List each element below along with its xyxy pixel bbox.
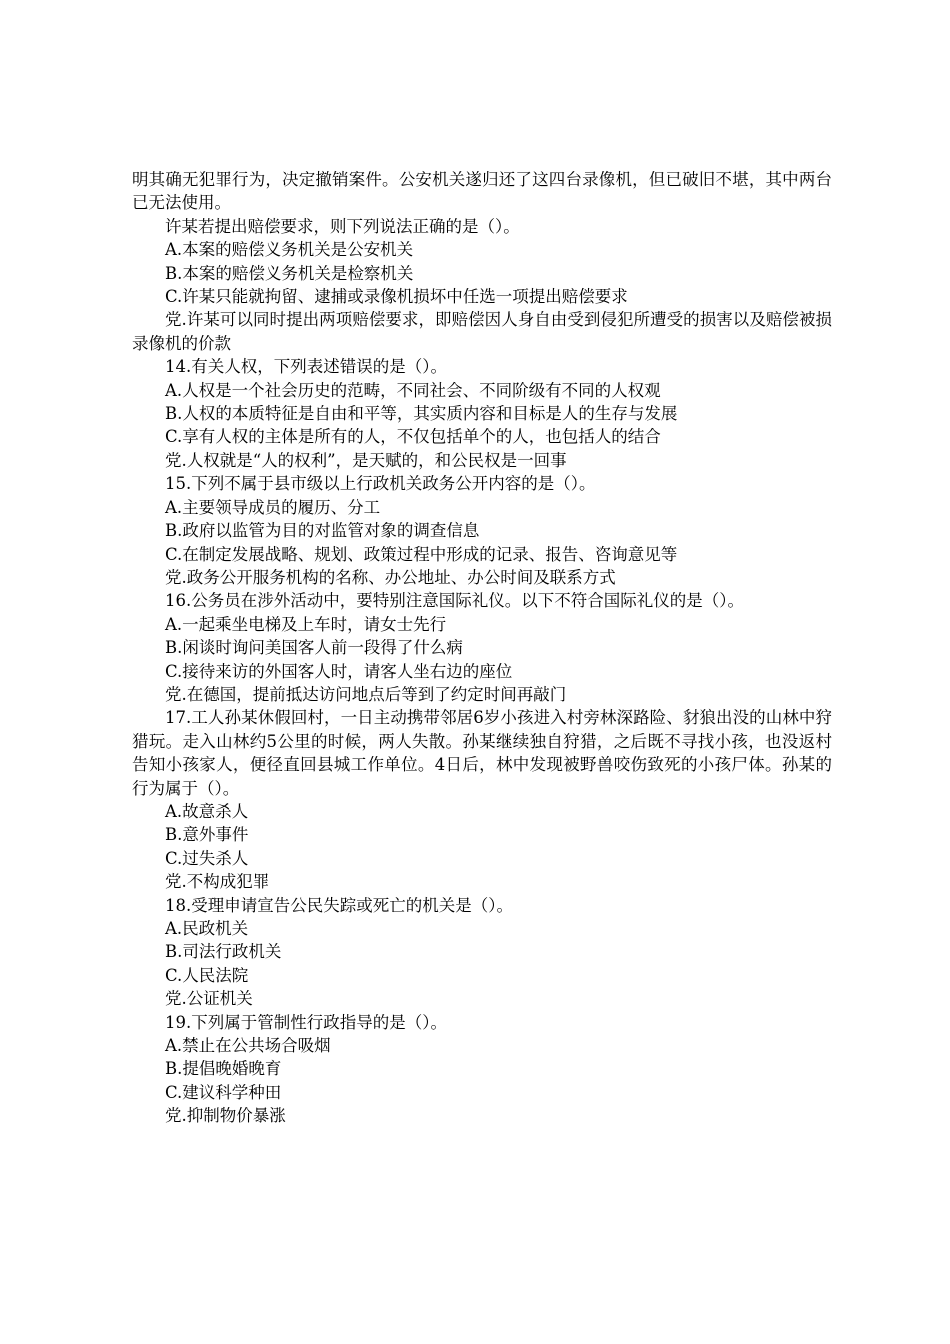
question-17-option-b: B.意外事件 (165, 825, 249, 845)
question-13-option-b: B.本案的赔偿义务机关是检察机关 (165, 263, 414, 283)
question-19-option-a: A.禁止在公共场合吸烟 (165, 1036, 331, 1056)
question-18-option-c: C.人民法院 (165, 965, 249, 985)
question-14-option-a: A.人权是一个社会历史的范畴，不同社会、不同阶级有不同的人权观 (165, 380, 661, 400)
question-14-option-c: C.享有人权的主体是所有的人，不仅包括单个的人，也包括人的结合 (165, 427, 661, 447)
question-15-option-b: B.政府以监管为目的对监管对象的调查信息 (165, 521, 480, 541)
question-14-option-d: 党.人权就是“人的权利”，是天赋的，和公民权是一回事 (165, 450, 567, 470)
question-15-stem: 15.下列不属于县市级以上行政机关政务公开内容的是（）。 (165, 474, 596, 494)
question-17-option-d: 党.不构成犯罪 (165, 872, 270, 892)
question-18-option-a: A.民政机关 (165, 919, 249, 938)
question-16-option-d: 党.在德国，提前抵达访问地点后等到了约定时间再敲门 (165, 684, 567, 704)
question-16-option-b: B.闲谈时询问美国客人前一段得了什么病 (165, 638, 463, 658)
question-18-option-b: B.司法行政机关 (165, 942, 282, 962)
question-18-option-d: 党.公证机关 (165, 989, 253, 1009)
question-16-option-a: A.一起乘坐电梯及上车时，请女士先行 (165, 614, 447, 634)
question-13-stem: 许某若提出赔偿要求，则下列说法正确的是（）。 (165, 216, 520, 236)
question-17-stem: 17.工人孙某休假回村，一日主动携带邻居6岁小孩进入村旁林深路险、豺狼出没的山林中狩猎玩。走入山林约5公里的时候，两人失散。孙某继续独自狩猎，之后既不寻找小孩，也没返村告知小孩家人，便径直回县城工作单位。4日后，林中发现被野兽咬伤致死的小孩尸体。孙某的行为属于（）。 (132, 708, 832, 798)
question-14-option-b: B.人权的本质特征是自由和平等，其实质内容和目标是人的生存与发展 (165, 404, 678, 424)
question-19-option-b: B.提倡晚婚晚育 (165, 1059, 282, 1079)
question-17-option-c: C.过失杀人 (165, 848, 249, 868)
question-17-option-a: A.故意杀人 (165, 801, 249, 821)
question-13-option-a: A.本案的赔偿义务机关是公安机关 (165, 240, 414, 260)
question-19-stem: 19.下列属于管制性行政指导的是（）。 (165, 1012, 447, 1032)
question-13-option-c: C.许某只能就拘留、逮捕或录像机损坏中任选一项提出赔偿要求 (165, 287, 628, 307)
question-15-option-c: C.在制定发展战略、规划、政策过程中形成的记录、报告、咨询意见等 (165, 544, 678, 564)
question-19-option-d: 党.抑制物价暴涨 (165, 1106, 286, 1126)
document-body (132, 168, 832, 1128)
question-16-option-c: C.接待来访的外国客人时，请客人坐右边的座位 (165, 661, 513, 681)
question-16-stem: 16.公务员在涉外活动中，要特别注意国际礼仪。以下不符合国际礼仪的是（）。 (165, 591, 744, 611)
question-19-option-c: C.建议科学种田 (165, 1082, 282, 1102)
question-13-option-d: 党.许某可以同时提出两项赔偿要求，即赔偿因人身自由受到侵犯所遭受的损害以及赔偿被损录像机的价款 (132, 310, 832, 353)
question-18-stem: 18.受理申请宣告公民失踪或死亡的机关是（）。 (165, 895, 513, 915)
question-15-option-d: 党.政务公开服务机构的名称、办公地址、办公时间及联系方式 (165, 567, 616, 587)
intro-paragraph: 明其确无犯罪行为，决定撤销案件。公安机关遂归还了这四台录像机，但已破旧不堪，其中两台已无法使用。 (132, 170, 832, 213)
question-14-stem: 14.有关人权，下列表述错误的是（）。 (165, 357, 447, 377)
question-15-option-a: A.主要领导成员的履历、分工 (165, 497, 381, 517)
